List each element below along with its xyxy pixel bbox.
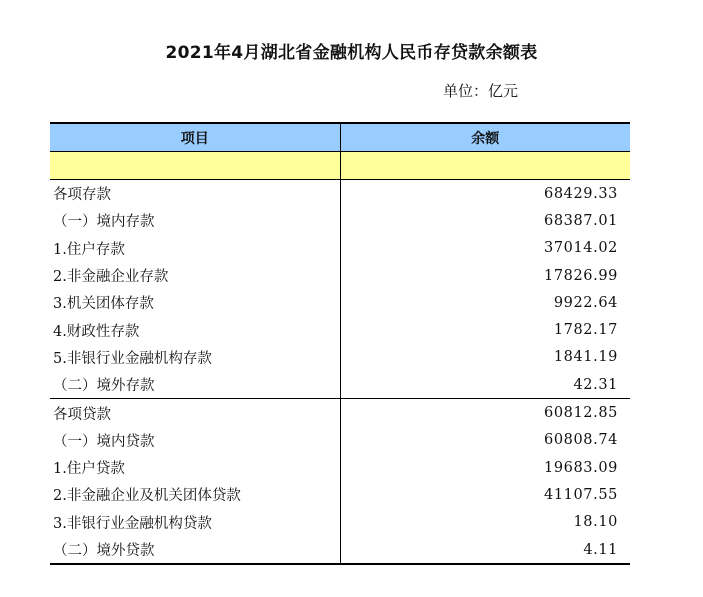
row-value: 1782.17: [553, 322, 618, 339]
row-label: （二）境外存款: [50, 371, 340, 399]
row-value: 60808.74: [544, 432, 618, 449]
row-label: 5.非银行业金融机构存款: [50, 344, 340, 371]
column-header-item: 项目: [50, 123, 340, 152]
row-label: 各项贷款: [50, 399, 340, 427]
page-title: 2021年4月湖北省金融机构人民币存贷款余额表: [165, 43, 538, 63]
table-row: [50, 235, 630, 262]
row-value: 18.10: [573, 514, 618, 531]
table-header-row: [50, 123, 630, 152]
table-row: [50, 427, 630, 454]
row-label: （一）境内贷款: [50, 427, 340, 454]
table-row-total-deposits: [50, 180, 630, 208]
unit-label: 单位：亿元: [443, 82, 519, 100]
row-value: 9922.64: [553, 294, 618, 311]
row-label: 1.住户存款: [50, 235, 340, 262]
header-band-cell: [50, 152, 340, 180]
table-row: [50, 454, 630, 481]
table-header-band: [50, 152, 630, 180]
row-value: 42.31: [573, 376, 618, 393]
table-row: [50, 316, 630, 343]
row-value: 4.11: [340, 536, 630, 564]
table-row: [50, 536, 630, 564]
row-value: 1841.19: [553, 349, 618, 366]
table-row: [50, 207, 630, 234]
row-value: 17826.99: [544, 267, 618, 284]
row-label: 3.机关团体存款: [50, 289, 340, 316]
table-row-total-loans: [50, 399, 630, 427]
row-label: （一）境内存款: [50, 207, 340, 234]
row-label: 1.住户贷款: [50, 454, 340, 481]
column-header-balance: 余额: [340, 123, 630, 152]
row-value: 68429.33: [544, 185, 618, 202]
table-row: [50, 481, 630, 508]
row-value: 19683.09: [544, 459, 618, 476]
row-value: 68387.01: [544, 212, 618, 229]
row-label: 3.非银行业金融机构贷款: [50, 509, 340, 536]
row-label: 各项存款: [50, 180, 340, 208]
table-row: [50, 509, 630, 536]
header-band-cell: [340, 152, 630, 180]
row-value: 37014.02: [544, 240, 618, 257]
row-label: 2.非金融企业及机关团体贷款: [50, 481, 340, 508]
row-label: 2.非金融企业存款: [50, 262, 340, 289]
table-row: [50, 262, 630, 289]
table-row: [50, 344, 630, 371]
row-label: （二）境外贷款: [50, 536, 340, 564]
row-value: 60812.85: [340, 399, 630, 427]
row-value: 41107.55: [544, 486, 618, 503]
row-label: 4.财政性存款: [50, 316, 340, 343]
table-row: [50, 371, 630, 399]
balance-table: [50, 122, 630, 565]
table-row: [50, 289, 630, 316]
